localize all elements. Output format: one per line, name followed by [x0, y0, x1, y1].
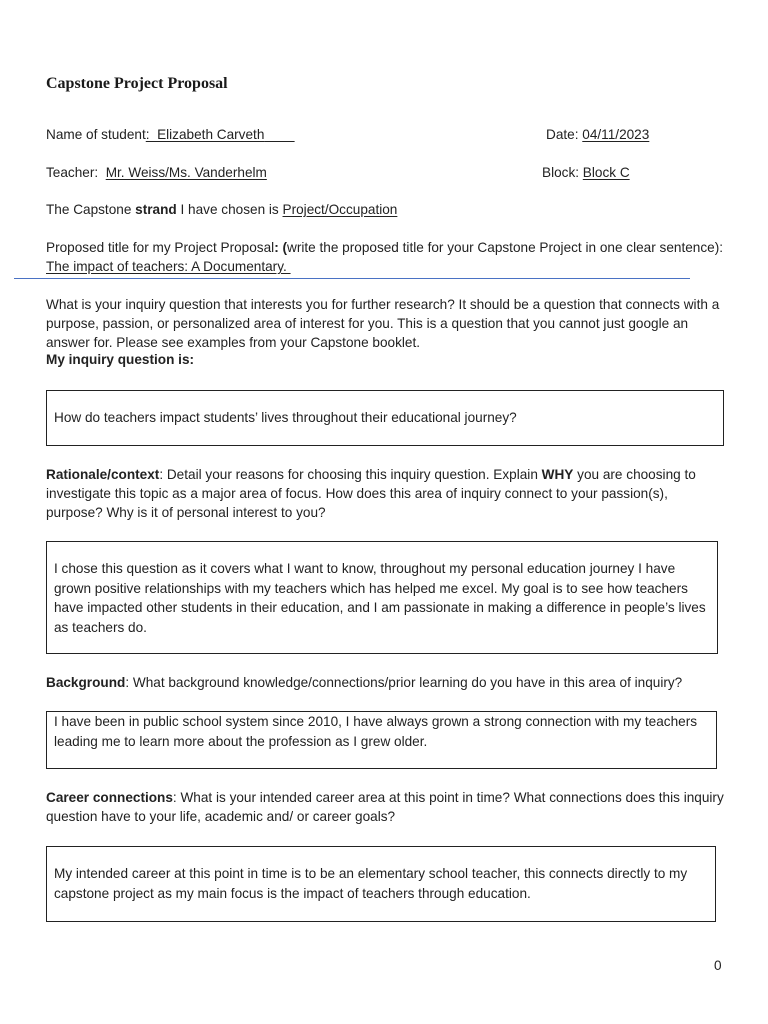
- date-label: Date:: [546, 127, 583, 142]
- background-prompt: [46, 673, 746, 692]
- student-name-value: : Elizabeth Carveth: [145, 127, 265, 142]
- background-bold: Background: [46, 675, 126, 690]
- career-bold: Career connections: [46, 790, 173, 805]
- block-label: Block:: [542, 165, 583, 180]
- background-answer-text: I have been in public school system since 2010, I have always grown a strong connection with my teachers leading me to learn more about the profession as I grew older.: [54, 714, 698, 749]
- inquiry-label: My inquiry question is:: [46, 352, 195, 367]
- background-answer-box[interactable]: [46, 711, 717, 769]
- block-value: Block C: [582, 165, 630, 180]
- rationale-prompt: [46, 465, 726, 522]
- career-answer-text: My intended career at this point in time is to be an elementary school teacher, this connects directly to my capstone project as my main focus is the impact of teachers through education.: [54, 866, 688, 901]
- proposed-title-field: [46, 238, 726, 276]
- teacher-field: [46, 165, 267, 180]
- inquiry-prompt: What is your inquiry question that interests you for further research? It should be a question that connects with a purpose, passion, or personalized area of interest for you. This is a question that you cannot just google an answer for. Please see examples from your Capstone booklet.: [46, 297, 720, 350]
- strand-pre: The Capstone: [46, 202, 136, 217]
- rationale-bold: Rationale/context: [46, 467, 160, 482]
- rationale-why: WHY: [541, 467, 574, 482]
- rationale-post: you are choosing to investigate this topic as a major area of focus. How does this area of inquiry connect to your passion(s), purpose? Why is it of personal interest to you?: [46, 467, 696, 520]
- proposed-title-bold: : (: [274, 240, 288, 255]
- rationale-pre: : Detail your reasons for choosing this inquiry question. Explain: [159, 467, 542, 482]
- career-prompt-text: : What is your intended career area at this point in time? What connections does this inquiry question have to your life, academic and/ or career goals?: [46, 790, 724, 824]
- teacher-label: Teacher:: [46, 165, 106, 180]
- student-name-label: Name of student: [46, 127, 146, 142]
- career-prompt: [46, 788, 726, 826]
- career-answer-box[interactable]: [46, 846, 716, 922]
- proposed-title-post: write the proposed title for your Capstone Project in one clear sentence):: [287, 240, 724, 255]
- strand-value: Project/Occupation: [282, 202, 398, 217]
- page-number: 0: [714, 958, 722, 973]
- strand-field: [46, 202, 397, 217]
- inquiry-answer-box[interactable]: [46, 390, 724, 446]
- inquiry-answer-text: How do teachers impact students’ lives throughout their educational journey?: [54, 410, 517, 425]
- page-title: Capstone Project Proposal: [46, 75, 228, 92]
- rationale-answer-text: I chose this question as it covers what I want to know, throughout my personal education journey I have grown positive relationships with my teachers which has helped me excel. My goal is to see how teachers have impacted other students in their education, and I am passionate in making a difference in people’s lives as teachers do.: [54, 561, 706, 635]
- proposed-title-pre: Proposed title for my Project Proposal: [46, 240, 275, 255]
- rationale-answer-box[interactable]: [46, 541, 718, 654]
- background-prompt-text: : What background knowledge/connections/prior learning do you have in this area of inquiry?: [125, 675, 683, 690]
- block-field: [542, 165, 630, 180]
- teacher-value: Mr. Weiss/Ms. Vanderhelm: [105, 165, 267, 180]
- proposed-title-value: The impact of teachers: A Documentary.: [46, 259, 291, 274]
- divider-line: [14, 278, 690, 279]
- strand-mid: I have chosen is: [176, 202, 283, 217]
- date-value: 04/11/2023: [582, 127, 650, 142]
- date-field: [546, 127, 649, 142]
- strand-bold: strand: [135, 202, 177, 217]
- student-name-field: [46, 127, 295, 142]
